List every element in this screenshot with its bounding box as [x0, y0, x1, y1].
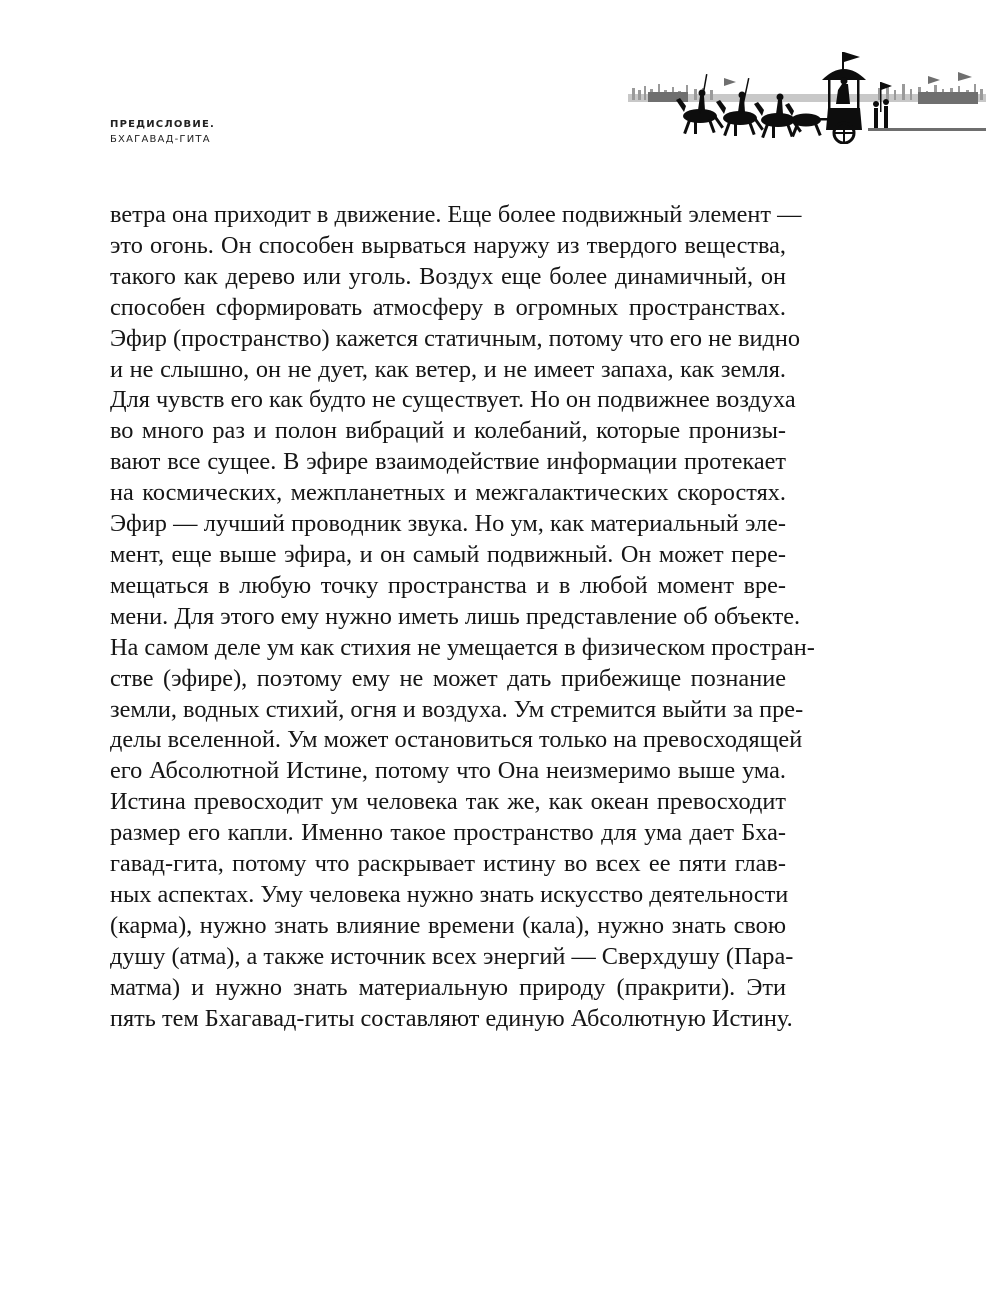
body-line: ветра она приходит в движение. Еще более подвижный элемент —	[110, 201, 802, 228]
running-head-book-title: БХАГАВАД-ГИТА	[110, 134, 211, 145]
body-line: душу (атма), а также источник всех энергий — Сверхдушу (Пара-	[110, 942, 794, 970]
running-head	[110, 117, 215, 147]
body-line: делы вселенной. Ум может остановиться только на превосходящей	[110, 726, 803, 754]
body-line: во много раз и полон вибраций и колебаний, которые пронизы-	[110, 417, 786, 445]
body-line: мени. Для этого ему нужно иметь лишь представление об объекте.	[110, 602, 801, 630]
body-line: На самом деле ум как стихия не умещается в физическом простран-	[110, 633, 815, 661]
running-head-section: ПРЕДИСЛОВИЕ.	[110, 119, 215, 130]
body-line: его Абсолютной Истине, потому что Она неизмеримо выше ума.	[110, 757, 786, 785]
body-line: Для чувств его как будто не существует. Но он подвижнее воздуха	[110, 386, 796, 414]
body-line: Эфир — лучший проводник звука. Но ум, как материальный эле-	[110, 510, 786, 538]
body-line: земли, водных стихий, огня и воздуха. Ум стремится выйти за пре-	[110, 695, 804, 723]
body-line: и не слышно, он не дует, как ветер, и не имеет запаха, как земля.	[110, 355, 786, 383]
body-line: Истина превосходит ум человека так же, как океан превосходит	[110, 788, 786, 816]
body-line: стве (эфире), поэтому ему не может дать прибежище познание	[110, 664, 786, 692]
body-line: Эфир (пространство) кажется статичным, потому что его не видно	[110, 324, 800, 352]
body-line: это огонь. Он способен вырваться наружу из твердого вещества,	[110, 231, 786, 259]
body-line: способен сформировать атмосферу в огромных пространствах.	[110, 293, 786, 321]
body-line: матма) и нужно знать материальную природу (пракрити). Эти	[110, 973, 786, 1001]
body-line: вают все сущее. В эфире взаимодействие информации протекает	[110, 448, 786, 476]
body-text	[110, 200, 815, 1034]
body-line: гавад-гита, потому что раскрывает истину во всех ее пяти глав-	[110, 850, 786, 878]
body-line: размер его капли. Именно такое пространство для ума дает Бха-	[110, 819, 786, 847]
body-line: мещаться в любую точку пространства и в любой момент вре-	[110, 571, 786, 599]
body-line: ных аспектах. Уму человека нужно знать искусство деятельности	[110, 880, 789, 908]
body-line: такого как дерево или уголь. Воздух еще более динамичный, он	[110, 262, 786, 290]
body-line: мент, еще выше эфира, и он самый подвижный. Он может пере-	[110, 540, 786, 568]
body-line: на космических, межпланетных и межгалактических скоростях.	[110, 479, 786, 507]
body-line: пять тем Бхагавад-гиты составляют единую Абсолютную Истину.	[110, 1004, 793, 1032]
body-line: (карма), нужно знать влияние времени (кала), нужно знать свою	[110, 911, 786, 939]
chariot-horsemen-silhouette-icon	[628, 48, 986, 144]
